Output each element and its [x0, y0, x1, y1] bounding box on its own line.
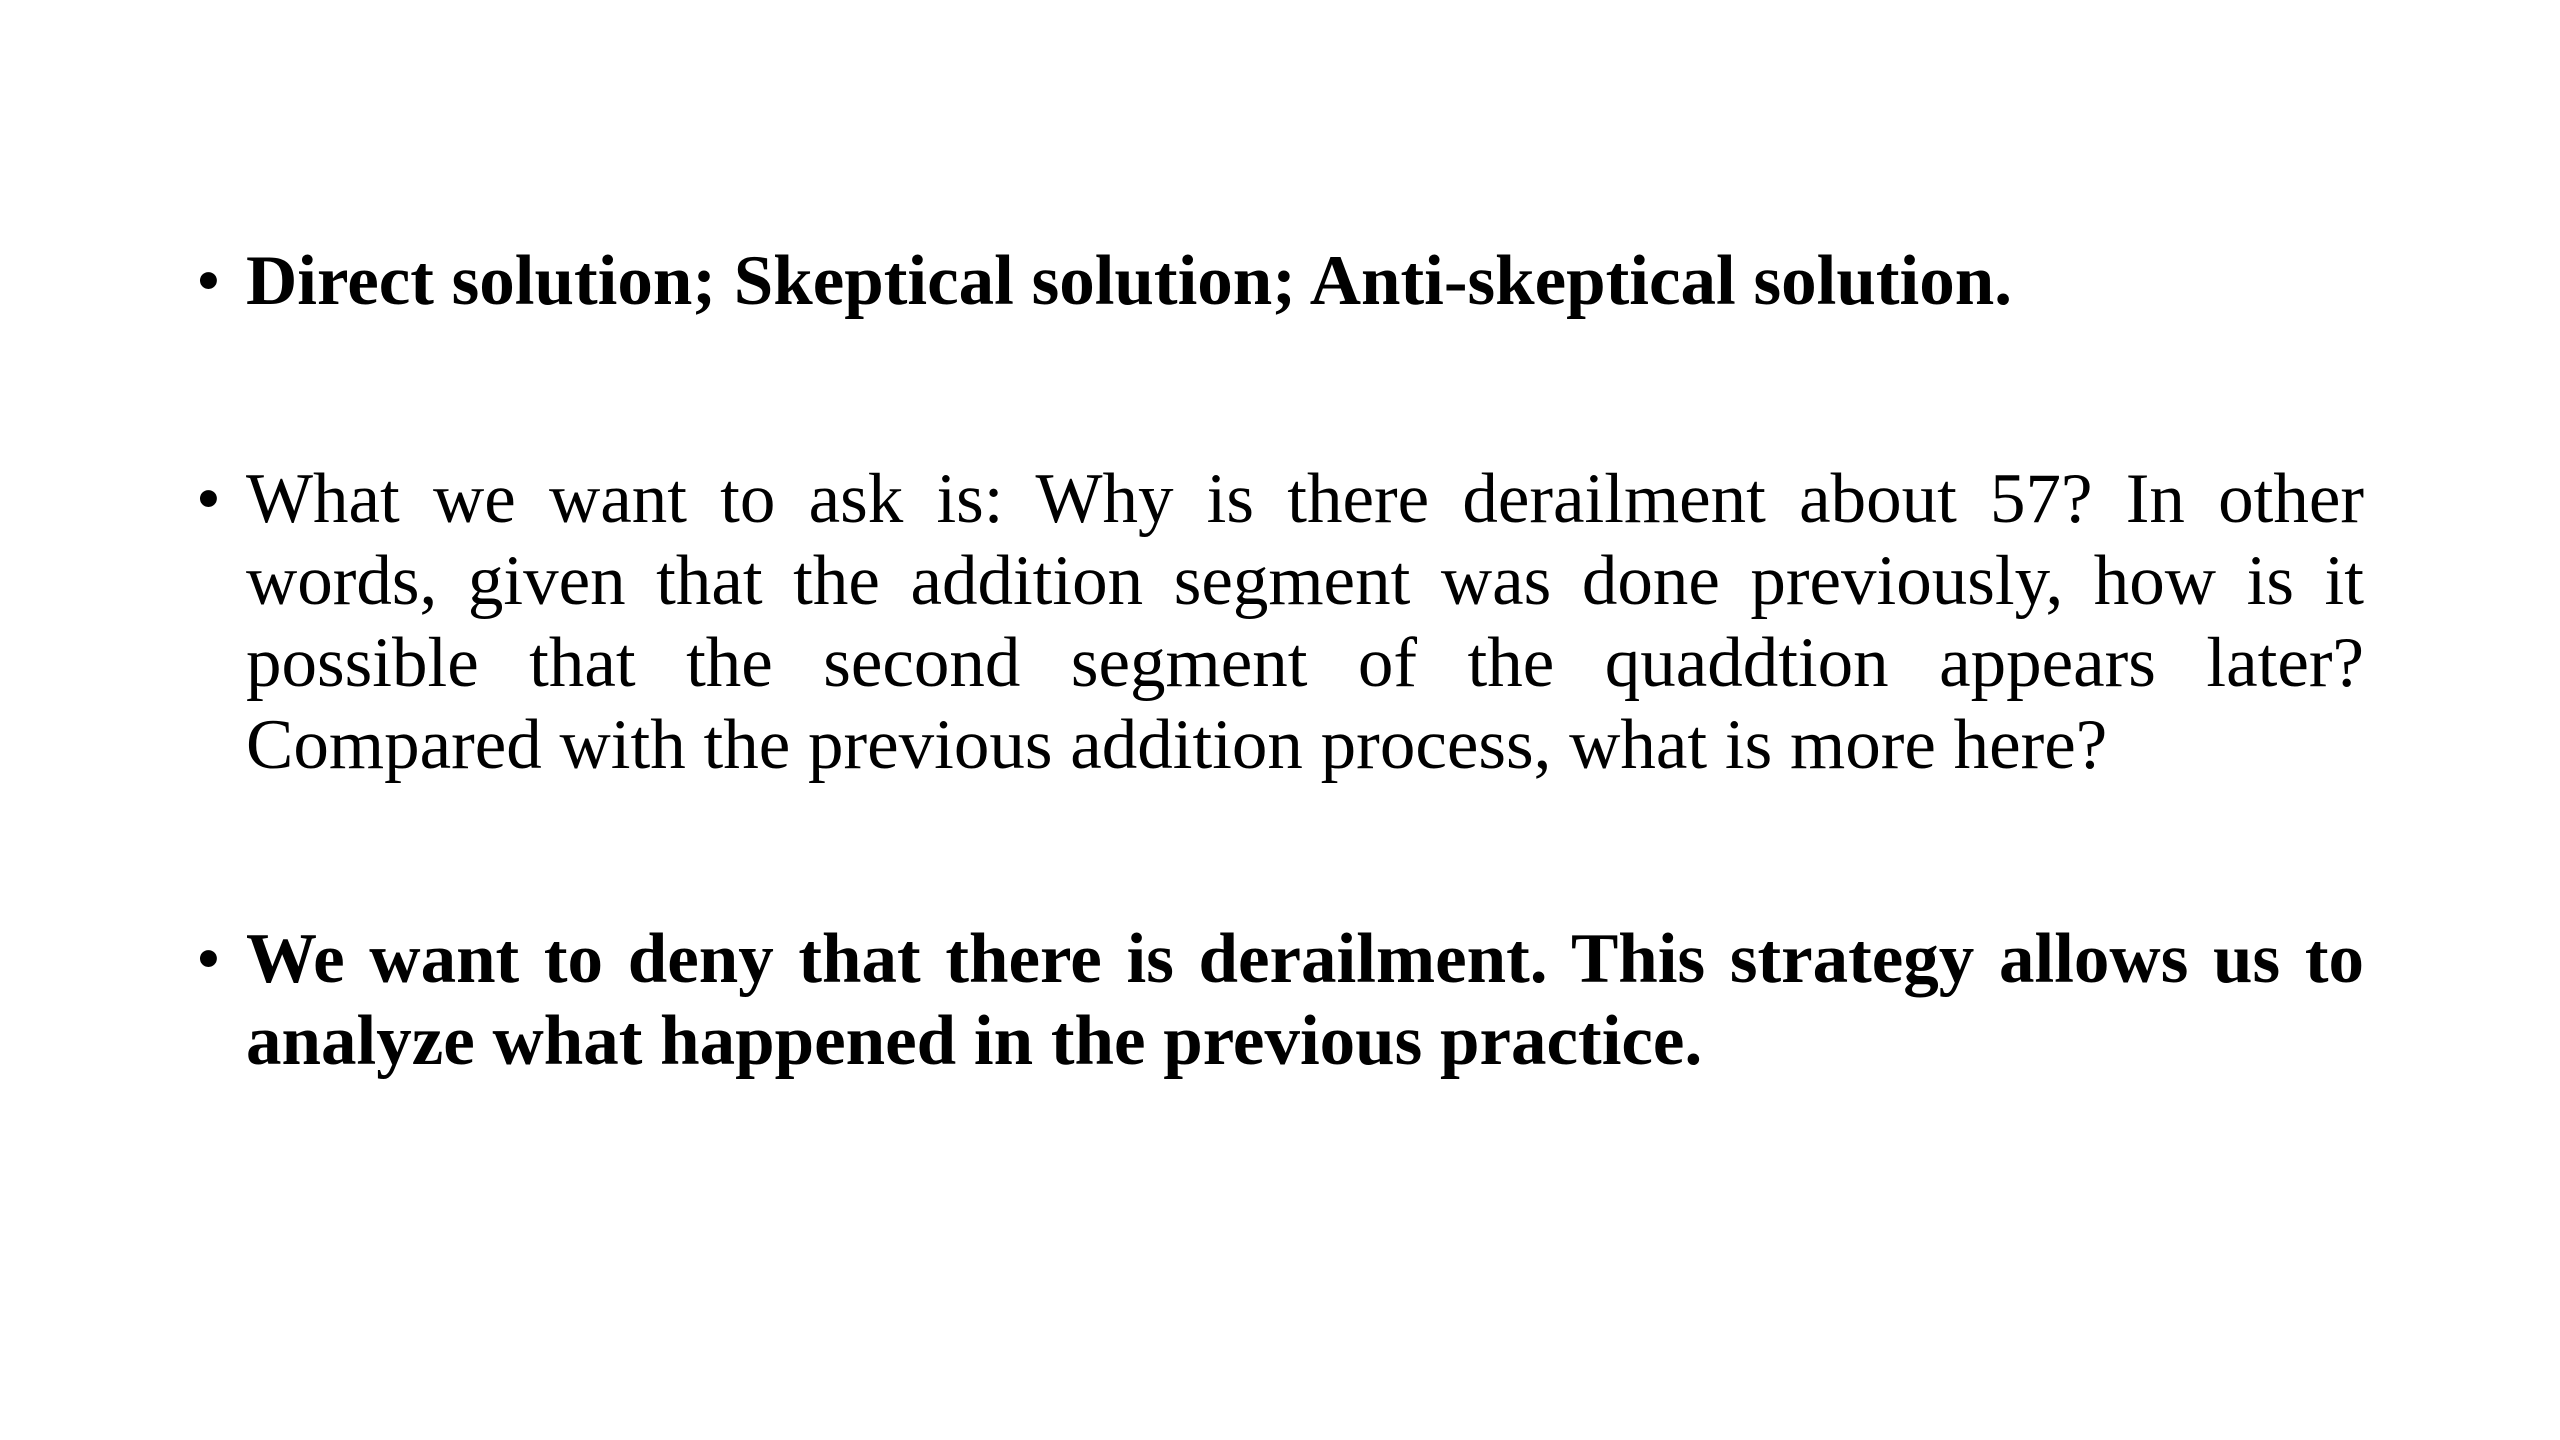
bullet-text: What we want to ask is: Why is there derailment about 57? In other words, given that the addition segment was done previously, how is it possible that the second segment of the quaddtion appears later? Compared with the previous addition process, what is more here? — [246, 460, 2364, 784]
bullet-list — [196, 240, 2364, 1082]
bullet-item-strategy — [196, 918, 2364, 1082]
bullet-item-solutions — [196, 240, 2364, 322]
bullet-text: We want to deny that there is derailment. This strategy allows us to analyze what happened in the previous practice. — [246, 920, 2364, 1080]
bullet-item-question — [196, 458, 2364, 786]
bullet-text: Direct solution; Skeptical solution; Anti-skeptical solution. — [246, 242, 2012, 320]
bullet-marker: • — [196, 460, 221, 538]
bullet-marker: • — [196, 242, 221, 320]
bullet-marker: • — [196, 920, 221, 998]
